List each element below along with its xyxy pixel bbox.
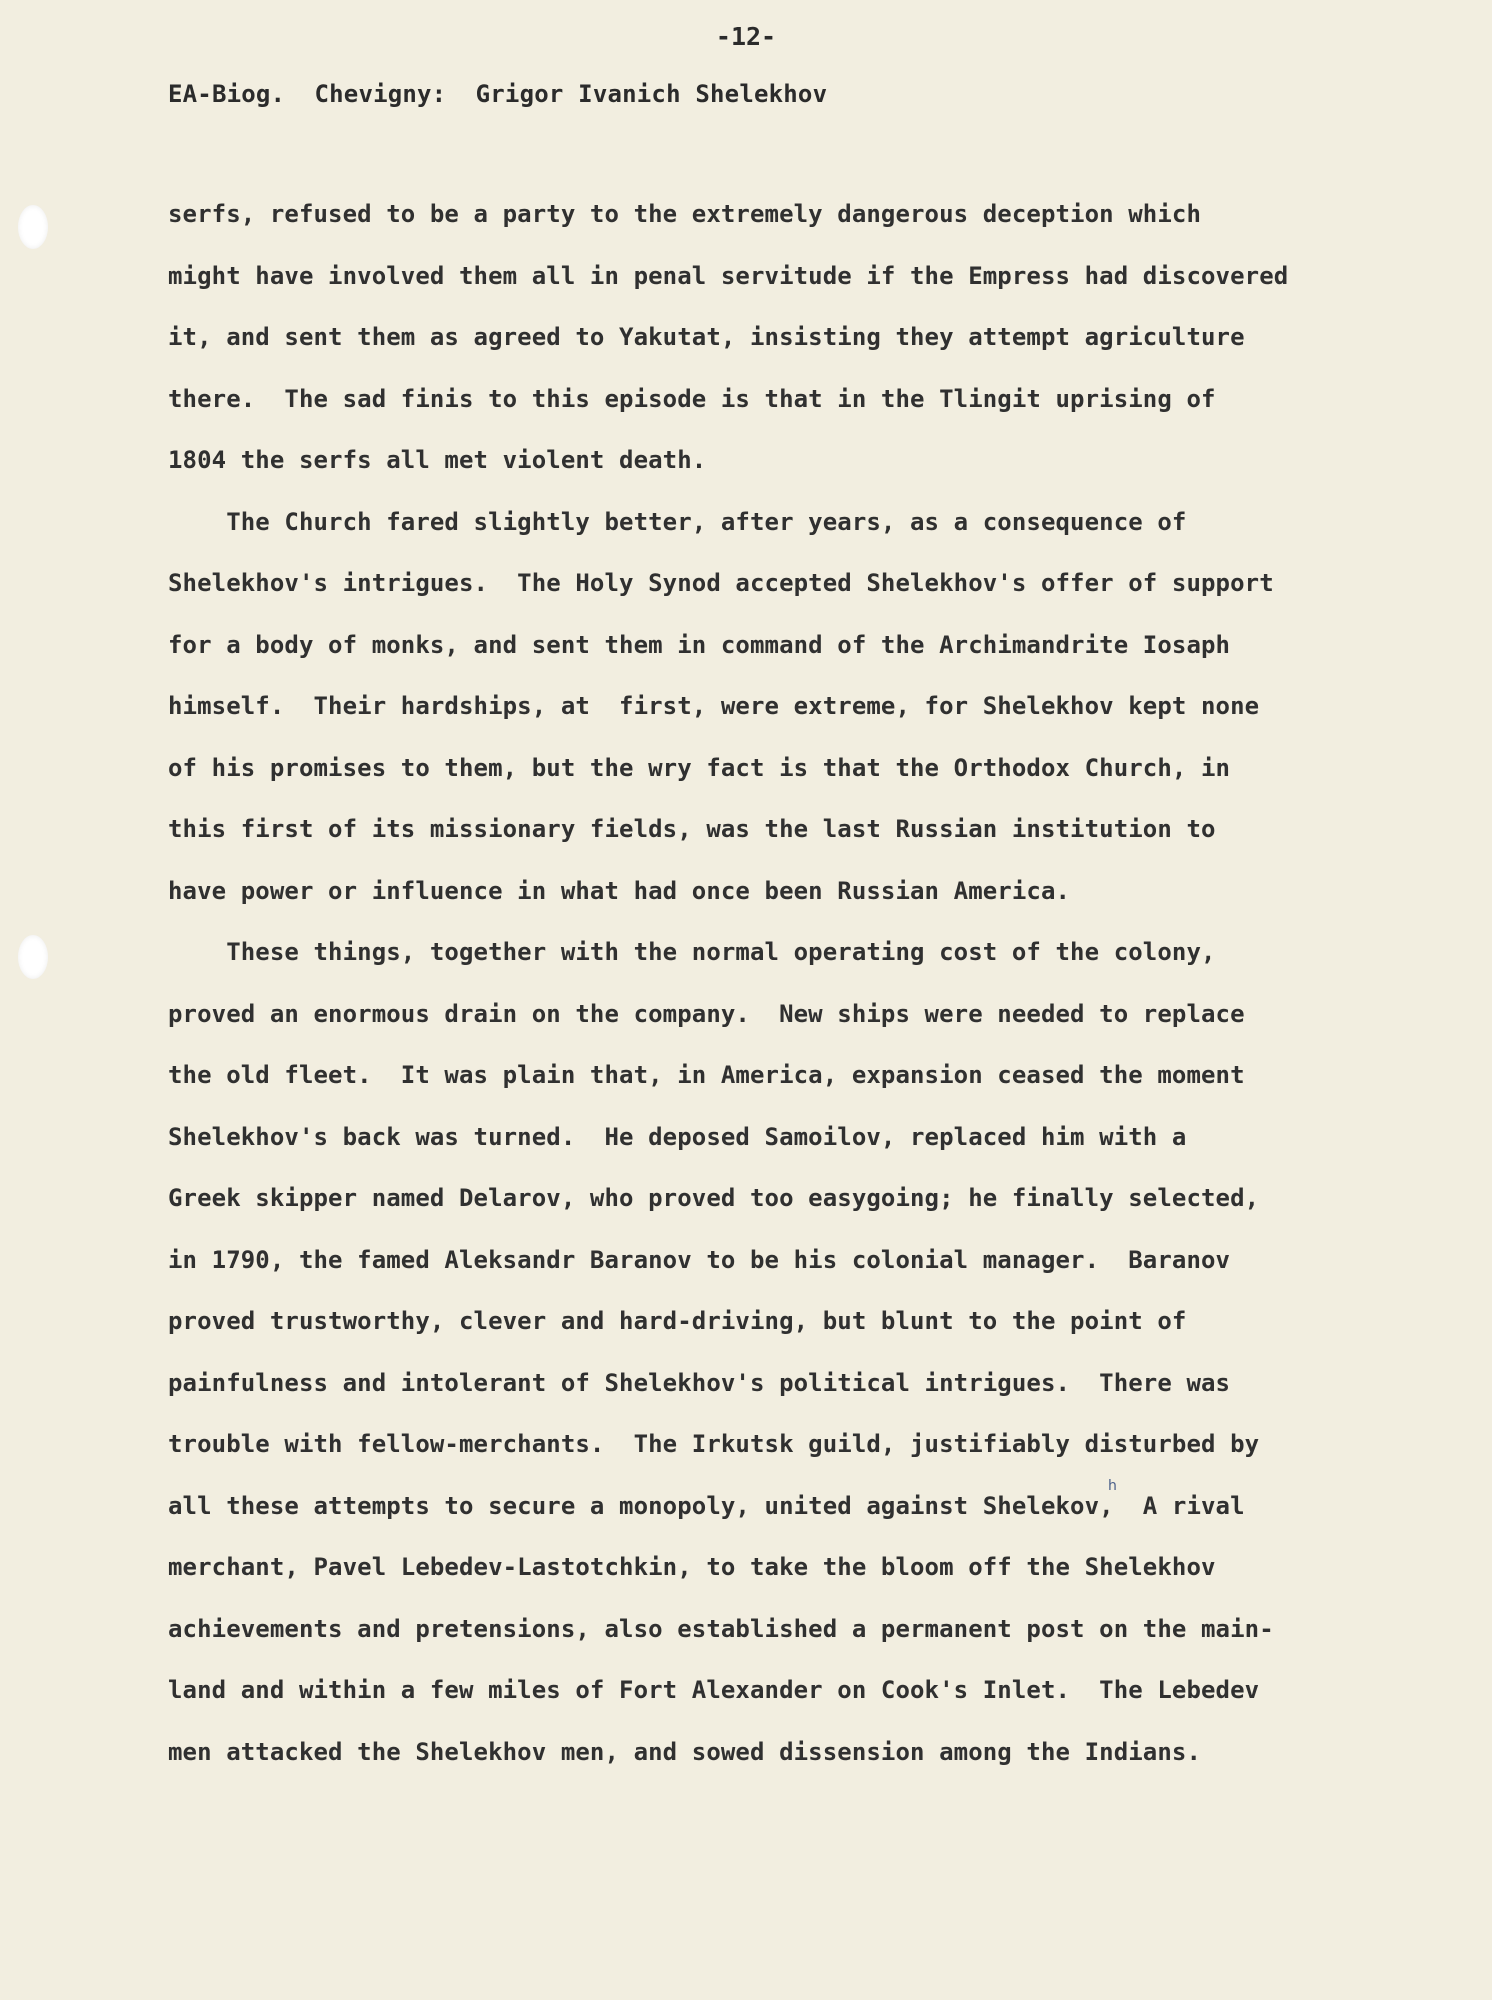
text-line: there. The sad finis to this episode is that in the Tlingit uprising of bbox=[168, 384, 1216, 413]
text-line: the old fleet. It was plain that, in America, expansion ceased the moment bbox=[168, 1061, 1245, 1089]
text-line: of his promises to them, but the wry fact is that the Orthodox Church, in bbox=[168, 753, 1231, 782]
text-line: serfs, refused to be a party to the extremely dangerous deception which bbox=[168, 200, 1201, 228]
text-line: painfulness and intolerant of Shelekhov's political intrigues. There was bbox=[168, 1368, 1231, 1397]
text-line: this first of its missionary fields, was the last Russian institution to bbox=[168, 815, 1216, 843]
text-line: trouble with fellow-merchants. The Irkutsk guild, justifiably disturbed by bbox=[168, 1430, 1260, 1458]
text-line: all these attempts to secure a monopoly, united against Shelekov, A rival bbox=[168, 1491, 1245, 1520]
text-line: have power or influence in what had once been Russian America. bbox=[168, 876, 1071, 905]
text-line: himself. Their hardships, at first, were extreme, for Shelekhov kept none bbox=[168, 692, 1260, 720]
text-line: it, and sent them as agreed to Yakutat, insisting they attempt agriculture bbox=[168, 323, 1245, 351]
page-number: -12- bbox=[715, 22, 777, 51]
text-line: These things, together with the normal operating cost of the colony, bbox=[168, 938, 1216, 966]
running-header: EA-Biog. Chevigny: Grigor Ivanich Shelekhov bbox=[168, 80, 828, 108]
text-line: might have involved them all in penal servitude if the Empress had discovered bbox=[168, 261, 1289, 290]
text-line: land and within a few miles of Fort Alexander on Cook's Inlet. The Lebedev bbox=[168, 1676, 1260, 1704]
text-line: men attacked the Shelekhov men, and sowed dissension among the Indians. bbox=[168, 1737, 1201, 1766]
text-line: Shelekhov's back was turned. He deposed Samoilov, replaced him with a bbox=[168, 1122, 1187, 1151]
text-line: in 1790, the famed Aleksandr Baranov to be his colonial manager. Baranov bbox=[168, 1245, 1231, 1274]
body-text bbox=[168, 196, 1358, 1795]
text-line: achievements and pretensions, also established a permanent post on the main- bbox=[168, 1614, 1274, 1643]
text-line: proved an enormous drain on the company. New ships were needed to replace bbox=[168, 999, 1245, 1028]
text-line: Greek skipper named Delarov, who proved too easygoing; he finally selected, bbox=[168, 1184, 1260, 1212]
punch-hole-middle bbox=[18, 935, 48, 979]
text-line: for a body of monks, and sent them in command of the Archimandrite Iosaph bbox=[168, 630, 1231, 659]
text-line: Shelekhov's intrigues. The Holy Synod accepted Shelekhov's offer of support bbox=[168, 569, 1274, 597]
text-line: The Church fared slightly better, after years, as a consequence of bbox=[168, 507, 1187, 536]
text-line: merchant, Pavel Lebedev-Lastotchkin, to take the bloom off the Shelekhov bbox=[168, 1553, 1216, 1581]
punch-hole-top bbox=[18, 205, 48, 249]
handwritten-insert-mark: h bbox=[1108, 1478, 1117, 1494]
text-line: proved trustworthy, clever and hard-driving, but blunt to the point of bbox=[168, 1307, 1187, 1335]
text-line: 1804 the serfs all met violent death. bbox=[168, 446, 707, 474]
